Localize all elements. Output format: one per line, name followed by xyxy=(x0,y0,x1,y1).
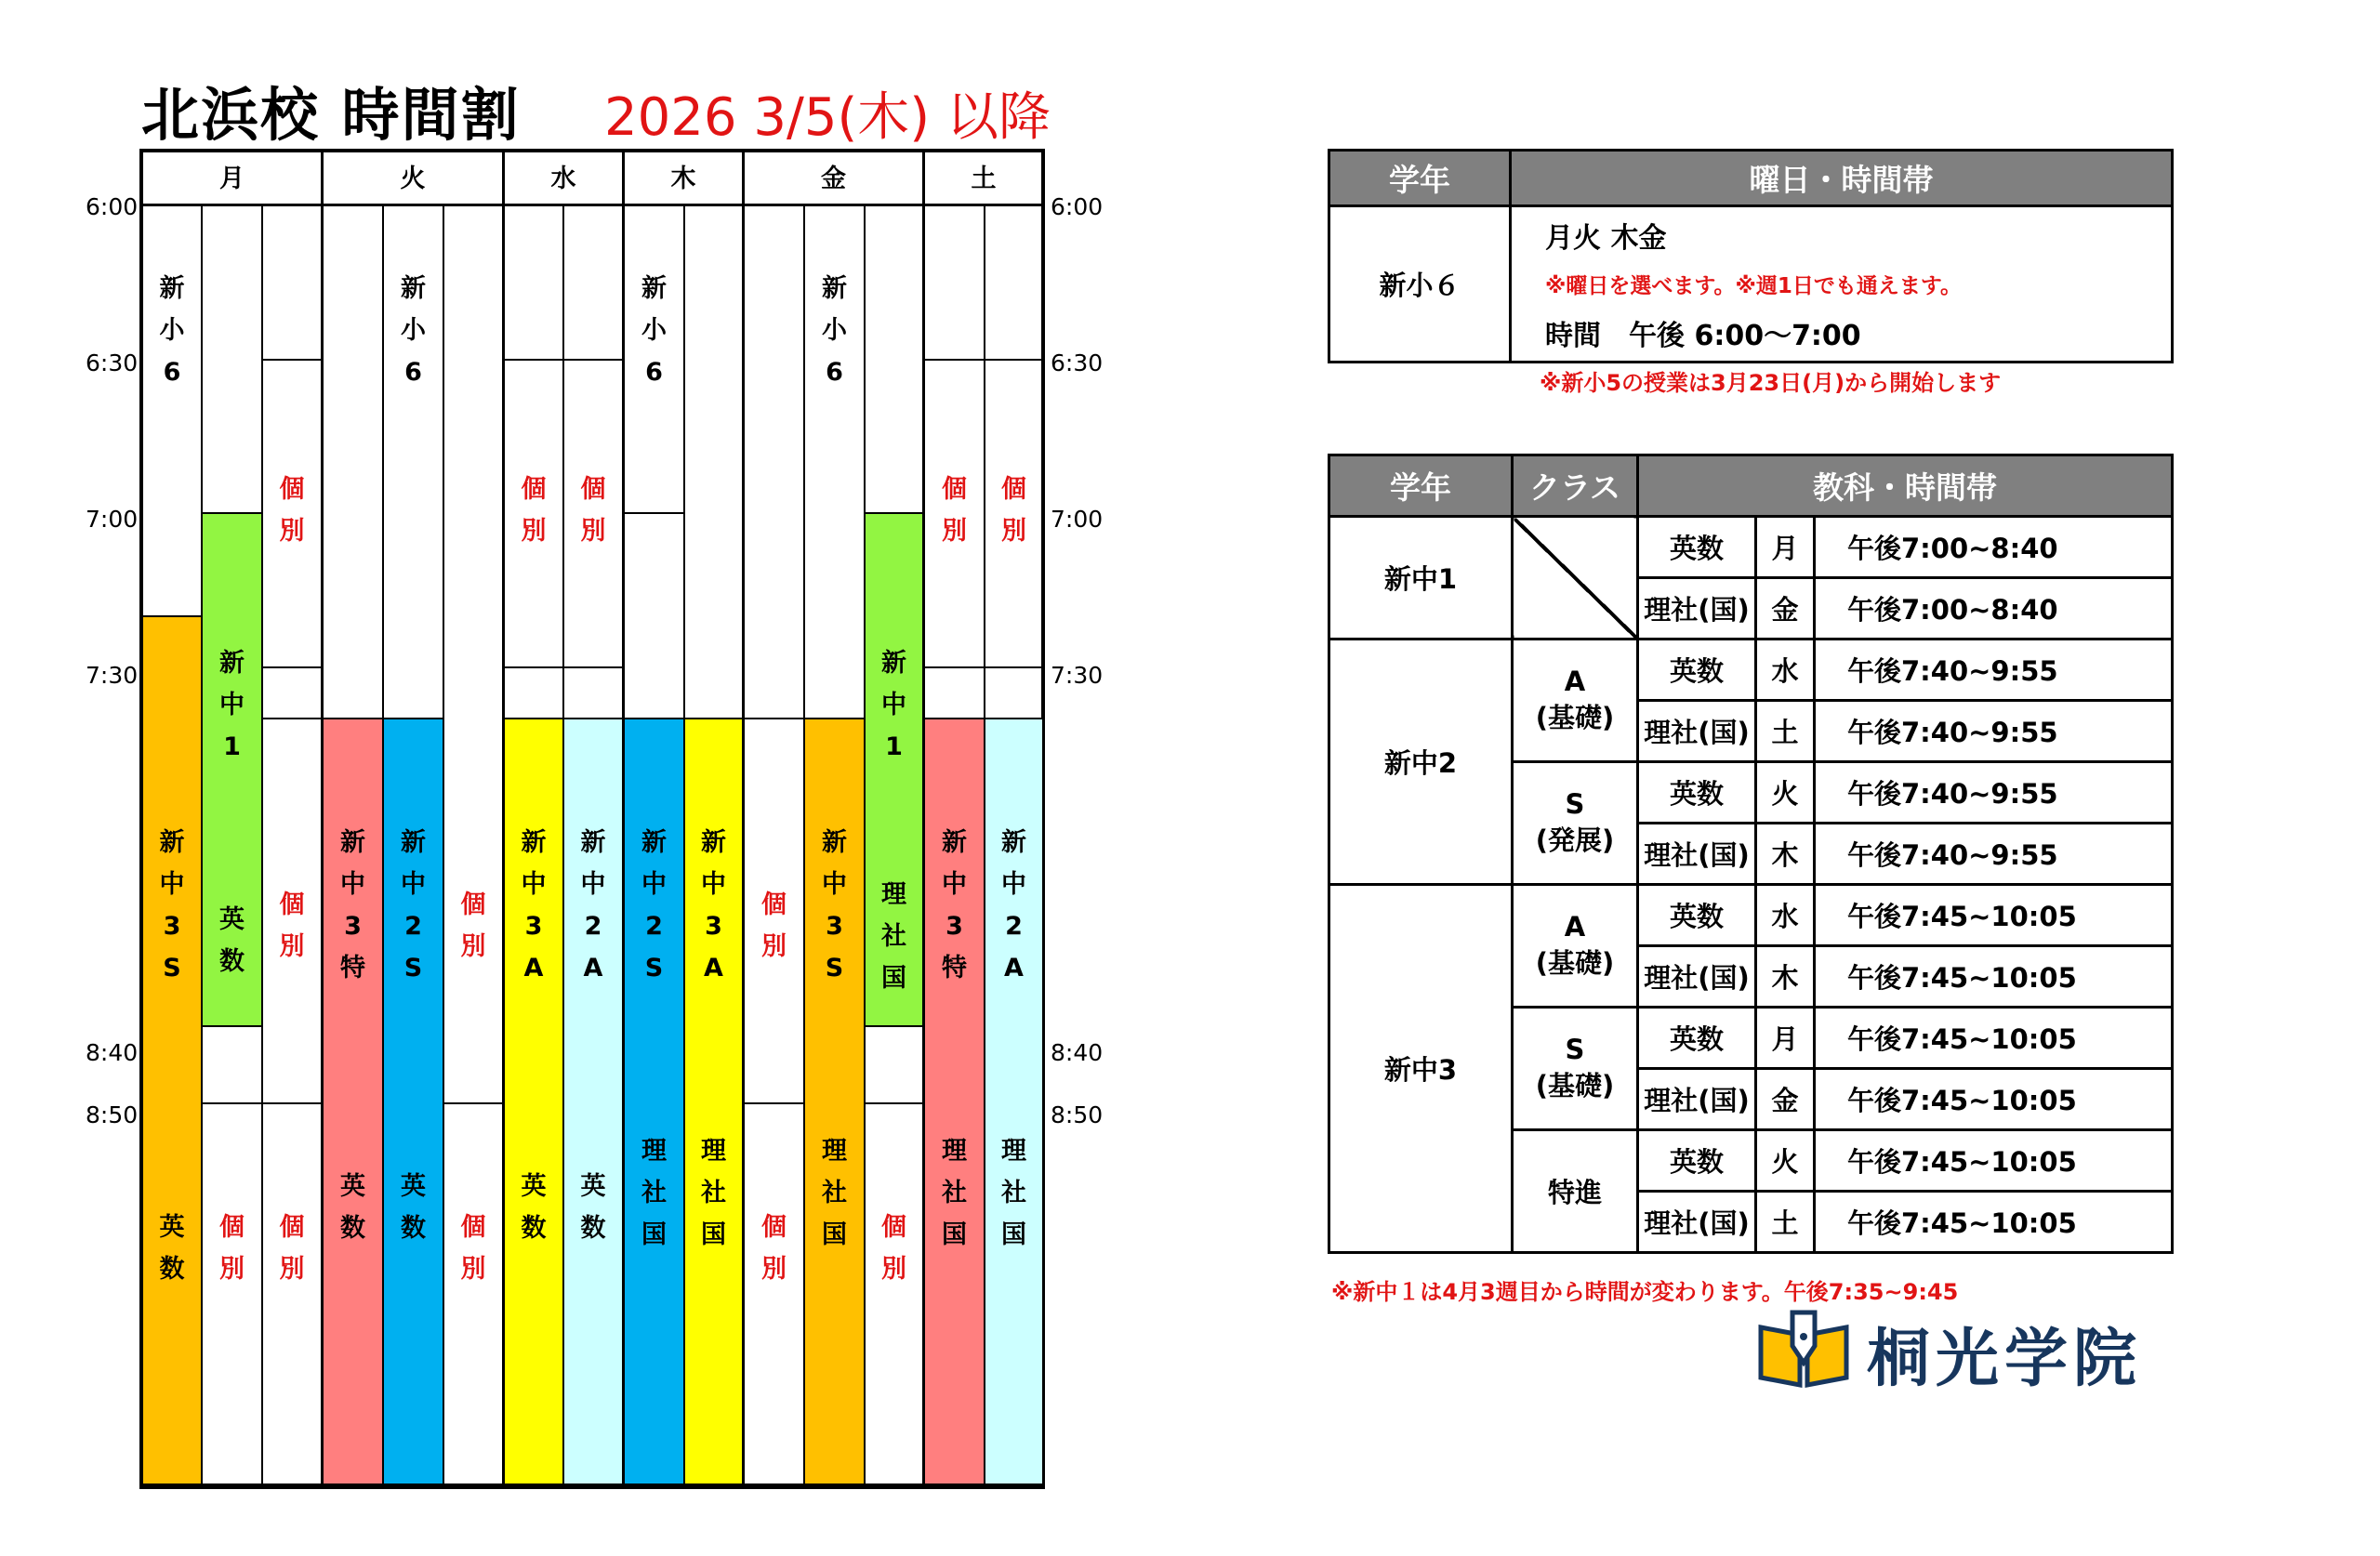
timetable-cell xyxy=(203,206,263,514)
class-label-char: 別 xyxy=(279,931,305,961)
timetable-cell xyxy=(745,719,805,1104)
class-cell xyxy=(1513,1130,1638,1253)
class-label-char: 小 xyxy=(159,316,185,346)
class-label-char: 新 xyxy=(1001,828,1026,858)
timetable-cell xyxy=(203,514,263,1027)
day-cell: 金 xyxy=(1756,578,1815,640)
class-label-char: 別 xyxy=(881,1255,906,1285)
class-label-char: 6 xyxy=(826,358,843,388)
class-label-char: 国 xyxy=(942,1220,967,1249)
class-label-char: 中 xyxy=(401,870,426,900)
class-label-char: 別 xyxy=(460,1255,486,1285)
class-label-char: 理 xyxy=(942,1136,967,1166)
time-cell: 午後7:45~10:05 xyxy=(1815,1069,2173,1130)
class-label-char: 別 xyxy=(279,1255,305,1285)
junior-high-footnote: ※新中１は4月3週目から時間が変わります。午後7:35~9:45 xyxy=(1331,1279,1959,1305)
class-label-char: 理 xyxy=(822,1136,847,1166)
class-label-char: 英 xyxy=(580,1172,606,1202)
class-name: A xyxy=(1564,911,1586,943)
class-label-char: 数 xyxy=(159,1255,185,1285)
class-label-char: 6 xyxy=(163,358,181,388)
time-label: 8:40 xyxy=(1051,1039,1104,1066)
timetable-cell xyxy=(985,668,1045,719)
timetable-cell xyxy=(625,514,685,719)
book-pen-icon xyxy=(1757,1309,1850,1389)
class-type: (基礎) xyxy=(1535,1070,1615,1101)
class-label-char: A xyxy=(523,954,544,983)
junior-high-schedule-table xyxy=(1328,454,2174,1254)
timetable-cell xyxy=(324,719,384,1485)
subject-cell: 理社(国) xyxy=(1638,1069,1756,1130)
class-label-char: 社 xyxy=(881,921,906,951)
time-cell: 午後7:40~9:55 xyxy=(1815,640,2173,701)
class-label-char: 社 xyxy=(942,1178,967,1207)
class-label-char: 中 xyxy=(580,870,606,900)
day-header: 月 xyxy=(143,152,324,206)
timetable-cell xyxy=(444,1104,505,1485)
timetable-cell xyxy=(925,206,985,361)
time-label: 6:30 xyxy=(1051,349,1104,376)
class-label-char: 中 xyxy=(521,870,547,900)
class-label-char: 特 xyxy=(340,954,365,983)
class-label-char: 数 xyxy=(219,947,245,977)
timetable-cell xyxy=(203,1027,263,1104)
class-label-char: 理 xyxy=(641,1136,667,1166)
class-label-char: 別 xyxy=(761,931,787,961)
timetable-cell xyxy=(384,719,444,1485)
time-cell: 午後7:45~10:05 xyxy=(1815,946,2173,1008)
class-label-char: 個 xyxy=(279,890,305,919)
class-label-char: 3 xyxy=(826,912,843,942)
timetable-cell xyxy=(925,719,985,1485)
day-cell: 水 xyxy=(1756,640,1815,701)
day-header: 火 xyxy=(324,152,505,206)
time-label: 6:00 xyxy=(1051,193,1104,220)
timetable-grid xyxy=(139,149,1045,1489)
subject-cell: 英数 xyxy=(1638,640,1756,701)
class-name: S xyxy=(1565,1034,1585,1065)
class-label-char: 別 xyxy=(942,516,967,546)
time-cell: 午後7:40~9:55 xyxy=(1815,824,2173,885)
class-label-char: 中 xyxy=(942,870,967,900)
class-label-char: 6 xyxy=(645,358,663,388)
class-label-char: 別 xyxy=(1001,516,1026,546)
class-label-char: 社 xyxy=(701,1178,726,1207)
class-label-char: 中 xyxy=(822,870,847,900)
class-label-char: 英 xyxy=(401,1172,426,1202)
time-text: 時間 午後 6:00〜7:00 xyxy=(1545,320,1861,352)
class-label-char: 社 xyxy=(822,1178,847,1207)
class-cell xyxy=(1513,762,1638,885)
timetable-cell xyxy=(625,719,685,1485)
header-days-times: 曜日・時間帯 xyxy=(1511,151,2173,206)
class-label-char: 中 xyxy=(159,870,185,900)
class-label-char: 別 xyxy=(279,516,305,546)
class-label-char: 個 xyxy=(521,474,547,504)
elementary-schedule-table xyxy=(1328,149,2174,363)
school-name: 桐光学院 xyxy=(1867,1323,2143,1396)
class-label-char: 新 xyxy=(822,828,847,858)
class-label-char: S xyxy=(644,954,664,983)
time-cell: 午後7:45~10:05 xyxy=(1815,885,2173,946)
time-cell: 午後7:45~10:05 xyxy=(1815,1008,2173,1069)
class-label-char: 中 xyxy=(701,870,726,900)
time-cell: 午後7:00~8:40 xyxy=(1815,578,2173,640)
subject-cell: 理社(国) xyxy=(1638,701,1756,762)
class-name: A xyxy=(1564,666,1586,697)
class-label-char: 新 xyxy=(881,649,906,679)
timetable-cell xyxy=(505,206,564,361)
grade-cell: 新中3 xyxy=(1329,885,1513,1253)
class-label-char: 3 xyxy=(344,912,362,942)
day-cell: 金 xyxy=(1756,1069,1815,1130)
class-label-char: 6 xyxy=(404,358,422,388)
class-label-char: 個 xyxy=(881,1213,906,1243)
class-label-char: 別 xyxy=(219,1255,245,1285)
time-label: 8:50 xyxy=(86,1101,139,1128)
class-label-char: 国 xyxy=(1001,1220,1026,1249)
class-label-char: 3 xyxy=(705,912,722,942)
timetable-cell xyxy=(564,719,625,1485)
subject-cell: 英数 xyxy=(1638,1130,1756,1192)
day-cell: 土 xyxy=(1756,701,1815,762)
class-cell xyxy=(1513,885,1638,1008)
class-label-char: 小 xyxy=(641,316,667,346)
class-type: (基礎) xyxy=(1535,947,1615,979)
class-label-char: 個 xyxy=(460,890,486,919)
class-label-char: 新 xyxy=(521,828,547,858)
timetable-cell xyxy=(866,1104,925,1485)
grade-cell: 新中1 xyxy=(1329,517,1513,640)
day-header: 金 xyxy=(745,152,925,206)
time-cell: 午後7:45~10:05 xyxy=(1815,1192,2173,1253)
class-label-char: 新 xyxy=(401,828,426,858)
timetable-cell xyxy=(263,1104,324,1485)
subject-cell: 英数 xyxy=(1638,762,1756,824)
time-label: 7:30 xyxy=(1051,662,1104,689)
time-cell: 午後7:45~10:05 xyxy=(1815,1130,2173,1192)
header-grade: 学年 xyxy=(1329,455,1513,517)
time-cell: 午後7:40~9:55 xyxy=(1815,701,2173,762)
subject-cell: 英数 xyxy=(1638,1008,1756,1069)
class-label-char: 新 xyxy=(942,828,967,858)
class-label-char: 数 xyxy=(340,1214,365,1244)
timetable-cell xyxy=(143,617,203,1485)
timetable-cell xyxy=(745,1104,805,1485)
class-label-char: 個 xyxy=(279,474,305,504)
class-label-char: 新 xyxy=(822,274,847,304)
class-label-char: 2 xyxy=(645,912,663,942)
class-label-char: 国 xyxy=(641,1220,667,1249)
time-label: 7:30 xyxy=(86,662,139,689)
header-subject-times: 教科・時間帯 xyxy=(1638,455,2173,517)
class-name: 特進 xyxy=(1547,1177,1602,1208)
class-label-char: 中 xyxy=(1001,870,1026,900)
day-cell: 火 xyxy=(1756,1130,1815,1192)
timetable-cell xyxy=(564,668,625,719)
time-cell: 午後7:40~9:55 xyxy=(1815,762,2173,824)
class-label-char: 1 xyxy=(223,732,241,762)
subject-cell: 理社(国) xyxy=(1638,946,1756,1008)
subject-cell: 英数 xyxy=(1638,517,1756,578)
class-label-char: 個 xyxy=(219,1213,245,1243)
class-label-char: 個 xyxy=(761,1213,787,1243)
class-label-char: 2 xyxy=(404,912,422,942)
timetable-cell xyxy=(263,361,324,668)
class-label-char: 個 xyxy=(761,890,787,919)
timetable-cell xyxy=(384,206,444,719)
timetable-cell xyxy=(203,1104,263,1485)
timetable-cell xyxy=(444,206,505,1104)
timetable-cell xyxy=(866,1027,925,1104)
class-label-char: 個 xyxy=(942,474,967,504)
class-type: (発展) xyxy=(1535,824,1615,856)
class-label-char: A xyxy=(704,954,723,983)
class-label-char: 2 xyxy=(1005,912,1023,942)
class-label-char: 新 xyxy=(401,274,426,304)
grade-cell: 新小６ xyxy=(1329,206,1511,363)
timetable-cell xyxy=(805,719,866,1485)
page-title: 北浜校 時間割 xyxy=(141,81,521,149)
timetable-cell xyxy=(985,719,1045,1485)
class-label-char: 別 xyxy=(761,1255,787,1285)
class-label-char: 別 xyxy=(460,931,486,961)
class-label-char: 新 xyxy=(641,828,667,858)
class-label-char: 英 xyxy=(340,1172,365,1202)
class-label-char: 数 xyxy=(580,1214,606,1244)
class-label-char: 3 xyxy=(945,912,963,942)
class-label-char: 社 xyxy=(1001,1178,1026,1207)
class-label-char: 英 xyxy=(521,1172,547,1202)
class-label-char: 国 xyxy=(881,963,906,993)
class-label-char: 個 xyxy=(279,1213,305,1243)
class-label-char: 中 xyxy=(641,870,667,900)
class-label-char: 理 xyxy=(701,1136,726,1166)
class-cell xyxy=(1513,1008,1638,1130)
class-label-char: 英 xyxy=(159,1213,185,1243)
days-note: ※曜日を選べます。※週1日でも通えます。 xyxy=(1545,274,1963,298)
day-cell: 木 xyxy=(1756,946,1815,1008)
class-cell-empty xyxy=(1513,517,1638,640)
school-logo xyxy=(1757,1309,1850,1392)
day-cell: 月 xyxy=(1756,1008,1815,1069)
grade-cell: 新中2 xyxy=(1329,640,1513,885)
timetable-cell xyxy=(564,361,625,668)
timetable-cell xyxy=(564,206,625,361)
class-label-char: 国 xyxy=(701,1220,726,1249)
header-class: クラス xyxy=(1513,455,1638,517)
class-label-char: 新 xyxy=(340,828,365,858)
class-label-char: 新 xyxy=(159,828,185,858)
subject-cell: 英数 xyxy=(1638,885,1756,946)
subject-cell: 理社(国) xyxy=(1638,1192,1756,1253)
timetable-cell xyxy=(263,206,324,361)
class-cell xyxy=(1513,640,1638,762)
class-label-char: 中 xyxy=(340,870,365,900)
class-label-char: 小 xyxy=(401,316,426,346)
days-text: 月火 木金 xyxy=(1545,222,1667,255)
timetable-cell xyxy=(866,514,925,1027)
class-label-char: 3 xyxy=(524,912,543,942)
class-label-char: 中 xyxy=(219,691,245,720)
class-label-char: S xyxy=(403,954,423,983)
class-type: (基礎) xyxy=(1535,702,1615,733)
day-header: 木 xyxy=(625,152,745,206)
class-label-char: 別 xyxy=(580,516,606,546)
class-label-char: 個 xyxy=(580,474,606,504)
class-label-char: 個 xyxy=(460,1213,486,1243)
time-label: 6:30 xyxy=(86,349,139,376)
timetable-cell xyxy=(324,206,384,719)
class-label-char: S xyxy=(825,954,844,983)
day-cell: 火 xyxy=(1756,762,1815,824)
class-label-char: 新 xyxy=(580,828,606,858)
class-label-char: A xyxy=(1004,954,1024,983)
timetable-cell xyxy=(925,668,985,719)
class-label-char: 新 xyxy=(701,828,726,858)
class-label-char: 英 xyxy=(219,905,245,935)
day-cell: 土 xyxy=(1756,1192,1815,1253)
class-label-char: 2 xyxy=(584,912,602,942)
timetable-cell xyxy=(985,206,1045,361)
class-label-char: 新 xyxy=(159,274,185,304)
class-label-char: 個 xyxy=(1001,474,1026,504)
class-label-char: 社 xyxy=(641,1178,667,1207)
time-label: 7:00 xyxy=(86,506,139,533)
day-cell: 月 xyxy=(1756,517,1815,578)
class-label-char: A xyxy=(583,954,603,983)
elementary-footnote: ※新小5の授業は3月23日(月)から開始します xyxy=(1540,370,2002,396)
class-label-char: 数 xyxy=(521,1214,547,1244)
timetable-cell xyxy=(143,206,203,617)
timetable-cell xyxy=(805,206,866,719)
timetable-cell xyxy=(505,361,564,668)
time-label: 8:50 xyxy=(1051,1101,1104,1128)
effective-date: 2026 3/5(木) 以降 xyxy=(604,87,1051,148)
class-label-char: 小 xyxy=(822,316,847,346)
timetable-cell xyxy=(685,719,745,1485)
timetable-cell xyxy=(745,206,805,719)
class-name: S xyxy=(1565,788,1585,820)
day-cell: 木 xyxy=(1756,824,1815,885)
timetable-cell xyxy=(505,719,564,1485)
class-label-char: S xyxy=(163,954,181,983)
header-grade: 学年 xyxy=(1329,151,1511,206)
class-label-char: 新 xyxy=(641,274,667,304)
day-header: 水 xyxy=(505,152,625,206)
timetable-cell xyxy=(505,668,564,719)
class-label-char: 中 xyxy=(881,691,906,720)
time-label: 7:00 xyxy=(1051,506,1104,533)
class-label-char: 国 xyxy=(822,1220,847,1249)
class-label-char: 特 xyxy=(942,954,967,983)
class-label-char: 理 xyxy=(1001,1136,1026,1166)
timetable-cell xyxy=(866,206,925,514)
timetable-cell xyxy=(985,361,1045,668)
timetable-cell xyxy=(625,206,685,514)
day-header: 土 xyxy=(925,152,1045,206)
class-label-char: 数 xyxy=(401,1214,426,1244)
day-cell: 水 xyxy=(1756,885,1815,946)
class-label-char: 理 xyxy=(881,879,906,909)
class-label-char: 別 xyxy=(521,516,547,546)
class-label-char: 3 xyxy=(163,912,181,942)
time-cell: 午後7:00~8:40 xyxy=(1815,517,2173,578)
timetable-cell xyxy=(263,719,324,1104)
subject-cell: 理社(国) xyxy=(1638,578,1756,640)
class-label-char: 新 xyxy=(219,649,245,679)
time-label: 8:40 xyxy=(86,1039,139,1066)
subject-cell: 理社(国) xyxy=(1638,824,1756,885)
timetable-cell xyxy=(263,668,324,719)
timetable-cell xyxy=(685,206,745,719)
class-label-char: 1 xyxy=(885,732,903,762)
timetable-cell xyxy=(925,361,985,668)
time-label: 6:00 xyxy=(86,193,139,220)
